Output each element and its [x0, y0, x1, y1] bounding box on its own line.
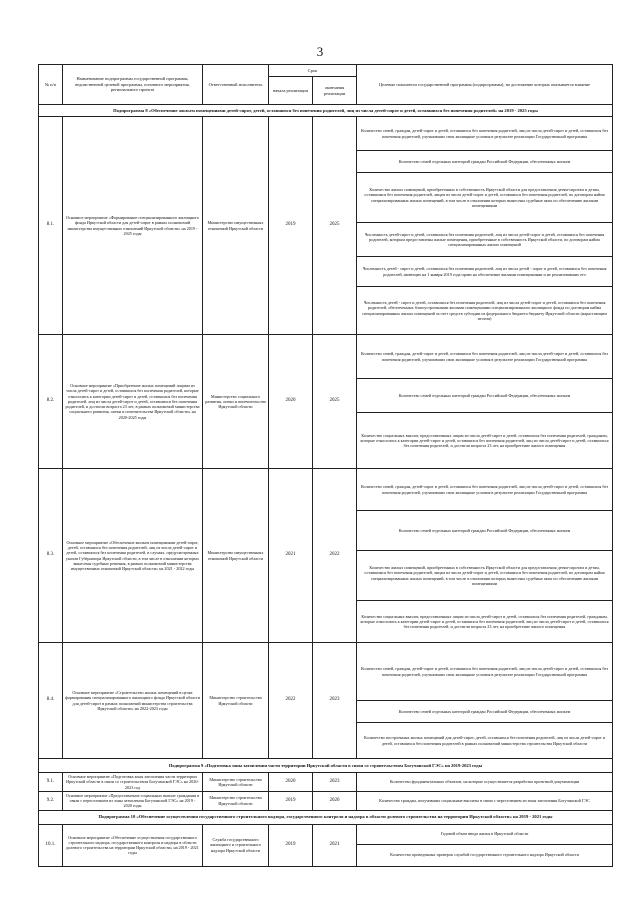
section-row	[39, 759, 613, 773]
indicator-cell: Количество семей, граждан, детей-сирот и детей, оставшихся без попечения родителей, лиц из числа детей-сирот и детей, оставшихся без попечения родителей, улучшивших свои жилищные условия в результате реализации Государственной программы	[357, 643, 613, 701]
indicator-cell: Количество семей, граждан, детей-сирот и детей, оставшихся без попечения родителей, лиц из числа детей-сирот и детей, оставшихся без попечения родителей, улучшивших свои жилищные условия в результате реализации Государственной программы	[357, 469, 613, 511]
event-name: Основное мероприятие «Подготовка зоны затопления части территории Иркутской области в связи со строительством Богучанской ГЭС» на 2020-2023 год	[63, 773, 203, 792]
start-year: 2020	[269, 773, 313, 792]
header-num: № п/п	[39, 65, 63, 105]
indicator-cell: Количество семей отдельных категорий граждан Российской Федерации, обеспеченных жильем	[357, 379, 613, 413]
page-number: 3	[316, 44, 324, 59]
indicator-cell: Количество фундаментальных объектов, на которые осуществляется разработка проектной документации	[357, 773, 613, 792]
event-name: Основное мероприятие «Строительство жилых помещений в целях формирования специализированного жилищного фонда Иркутской области для детей-сирот в рамках полномочий министерства строительства Иркутской области» на 2022-2023 годы	[63, 643, 203, 759]
row-number: 8.1.	[39, 117, 63, 335]
table-row	[39, 791, 613, 810]
section-title: Подпрограмма 9 «Подготовка зоны затопления части территории Иркутской области в связи со строительством Богучанской ГЭС» на 2019-2023 годы	[39, 759, 613, 773]
table-row	[39, 117, 613, 151]
section-row	[39, 105, 613, 117]
indicator-cell: Количество жилых помещений, приобретенных в собственность Иркутской области для предоставления детям-сиротам и детям, оставшимся без попечения родителей, лицам из числа детей-сирот и детей, оставшихся без попечения родителей, по договорам найма специализированных жилых помещений, в том числе в отношении которых вынесены судебные акты по обеспечению жилыми помещениями	[357, 173, 613, 223]
start-year: 2021	[269, 469, 313, 643]
table-body	[39, 105, 613, 867]
row-number: 8.2.	[39, 335, 63, 469]
row-number: 8.4.	[39, 643, 63, 759]
table-row	[39, 824, 613, 844]
indicator-cell: Количество проведенных проверок службой государственного строительного надзора Иркутской области	[357, 844, 613, 866]
end-year: 2023	[313, 643, 357, 759]
responsible-executor: Министерство строительства Иркутской области	[203, 643, 269, 759]
table-row	[39, 335, 613, 379]
row-number: 9.1.	[39, 773, 63, 792]
start-year: 2019	[269, 824, 313, 866]
table-row	[39, 773, 613, 792]
start-year: 2019	[269, 791, 313, 810]
event-name: Основное мероприятие «Приобретение жилых помещений лицами из числа детей-сирот и детей, оставшихся без попечения родителей, которые относились к категории детей-сирот и детей, оставшихся без попечения родителей, лиц из числа детей-сирот и детей, оставшихся без попечения родителей, и достигли возраста 23 лет, в рамках полномочий министерства социального развития, опеки и попечительства Иркутской области» на 2020-2025 годы	[63, 335, 203, 469]
start-year: 2020	[269, 335, 313, 469]
header-indicators: Целевые показатели государственной программы (подпрограммы), на достижение которых оказывается влияние	[357, 65, 613, 105]
indicator-cell: Количество граждан, получивших социальные выплаты в связи с переселением из зоны затопления Богучанской ГЭС	[357, 791, 613, 810]
end-year: 2021	[313, 824, 357, 866]
table-row	[39, 469, 613, 511]
end-year: 2020	[313, 791, 357, 810]
row-number: 10.1.	[39, 824, 63, 866]
table-row	[39, 643, 613, 701]
responsible-executor: Министерство социального развития, опеки и попечительства Иркутской области	[203, 335, 269, 469]
header-executor: Ответственный исполнитель	[203, 65, 269, 105]
responsible-executor: Министерство имущественных отношений Иркутской области	[203, 469, 269, 643]
indicator-cell: Годовой объем ввода жилья в Иркутской области	[357, 824, 613, 844]
indicator-cell: Количество семей, граждан, детей-сирот и детей, оставшихся без попечения родителей, лиц из числа детей-сирот и детей, оставшихся без попечения родителей, улучшивших свои жилищные условия в результате реализации Государственной программы	[357, 117, 613, 151]
responsible-executor: Министерство строительства Иркутской области	[203, 791, 269, 810]
end-year: 2025	[313, 335, 357, 469]
indicator-cell: Количество социальных выплат, предоставленных лицам из числа детей-сирот и детей, оставшихся без попечения родителей, гражданам, которые относились к категории детей-сирот и детей, оставшихся без попечения родителей, лиц из числа детей-сирот и детей, оставшихся без попечения родителей, и достигли возраста 23 лет, на приобретение жилого помещения	[357, 413, 613, 469]
indicator-cell: Численность детей-сирот и детей, оставшихся без попечения родителей, лиц из числа детей-сирот и детей, оставшихся без попечения родителей, которым предоставлены жилые помещения, приобретенные в собственность Иркутской области, по договорам найма специализированных жилых помещений	[357, 223, 613, 257]
event-name: Основное мероприятие «Предоставление социальных выплат гражданам в связи с переселением из зоны затопления Богучанской ГЭС» на 2019 - 2020 годы	[63, 791, 203, 810]
row-number: 8.3.	[39, 469, 63, 643]
event-name: Основное мероприятие «Формирование специализированного жилищного фонда Иркутской области для детей-сирот в рамках полномочий министерства имущественных отношений Иркутской области» на 2019 - 2025 годы	[63, 117, 203, 335]
responsible-executor: Министерство строительства Иркутской области	[203, 773, 269, 792]
event-name: Основное мероприятие «Обеспечение жильем помещениями детей-сирот, детей, оставшихся без попечения родителей, лиц из числа детей-сирот и детей, оставшихся без попечения родителей, в случаях, предусмотренных указом Губернатора Иркутской области, в том числе в отношении которых вынесены судебные решения, в рамках полномочий министерства имущественных отношений Иркутской области» на 2021 - 2022 годы	[63, 469, 203, 643]
header-start: начала реализации	[269, 77, 313, 105]
indicator-cell: Численность детей - сирот и детей, оставшихся без попечения родителей, лиц из числа детей-сирот и детей, оставшихся без попечения родителей, обеспеченных благоустроенными жилыми помещениями специализированного жилищного фонда по договорам найма специализированных жилых помещений за счет средств субсидии из федерального бюджета бюджету Иркутской области (нарастающим итогом)	[357, 287, 613, 335]
indicator-cell: Численность детей - сирот и детей, оставшихся без попечения родителей, лиц из числа детей - сирот и детей, оставшихся без попечения родителей, имеющих на 1 января 2019 года право на обеспечение жилыми помещениями и не реализовавших его	[357, 257, 613, 287]
indicator-cell: Количество семей отдельных категорий граждан Российской Федерации, обеспеченных жильем	[357, 151, 613, 173]
start-year: 2019	[269, 117, 313, 335]
event-name: Основное мероприятие «Обеспечение осуществления государственного строительного надзора, государственного контроля и надзора в области долевого строительства на территории Иркутской области» на 2019 - 2021 годы	[63, 824, 203, 866]
indicator-cell: Количество семей, граждан, детей-сирот и детей, оставшихся без попечения родителей, лиц из числа детей-сирот и детей, оставшихся без попечения родителей, улучшивших свои жилищные условия в результате реализации Государственной программы	[357, 335, 613, 379]
indicator-cell: Количество семей отдельных категорий граждан Российской Федерации, обеспеченных жильем	[357, 511, 613, 551]
section-title: Подпрограмма 8 «Обеспечение жильем помещениями детей-сирот, детей, оставшихся без попечения родителей, лиц из числа детей-сирот и детей, оставшихся без попечения родителей» на 2019 - 2025 годы	[39, 105, 613, 117]
start-year: 2022	[269, 643, 313, 759]
program-table	[38, 64, 613, 867]
header-end: окончания реализации	[313, 77, 357, 105]
section-row	[39, 810, 613, 824]
row-number: 9.2.	[39, 791, 63, 810]
header-name: Наименование подпрограммы государственной программы, ведомственной целевой программы, основного мероприятия, регионального проекта	[63, 65, 203, 105]
header-term: Срок	[269, 65, 357, 77]
end-year: 2025	[313, 117, 357, 335]
responsible-executor: Служба государственного жилищного и строительного надзора Иркутской области	[203, 824, 269, 866]
indicator-cell: Количество жилых помещений, приобретенных в собственность Иркутской области для предоставления детям-сиротам и детям, оставшимся без попечения родителей, лицам из числа детей-сирот и детей, оставшихся без попечения родителей, по договорам найма специализированных жилых помещений, в том числе в отношении которых вынесены судебные акты по обеспечению жилыми помещениями	[357, 551, 613, 601]
end-year: 2022	[313, 469, 357, 643]
responsible-executor: Министерство имущественных отношений Иркутской области	[203, 117, 269, 335]
end-year: 2023	[313, 773, 357, 792]
section-title: Подпрограмма 10 «Обеспечение осуществления государственного строительного надзора, государственного контроля и надзора в области долевого строительства на территории Иркутской области» на 2019 - 2021 годы	[39, 810, 613, 824]
indicator-cell: Количество социальных выплат, предоставленных лицам из числа детей-сирот и детей, оставшихся без попечения родителей, гражданам, которые относились к категории детей-сирот и детей, оставшихся без попечения родителей, лиц из числа детей-сирот и детей, оставшихся без попечения родителей, и достигли возраста 23 лет, на приобретение жилого помещения	[357, 601, 613, 643]
indicator-cell: Количество построенных жилых помещений для детей-сирот, детей, оставшихся без попечения родителей, лиц из числа детей-сирот и детей, оставшихся без попечения родителей в рамках полномочий министерства строительства Иркутской области	[357, 723, 613, 759]
indicator-cell: Количество семей отдельных категорий граждан Российской Федерации, обеспеченных жильем	[357, 701, 613, 723]
